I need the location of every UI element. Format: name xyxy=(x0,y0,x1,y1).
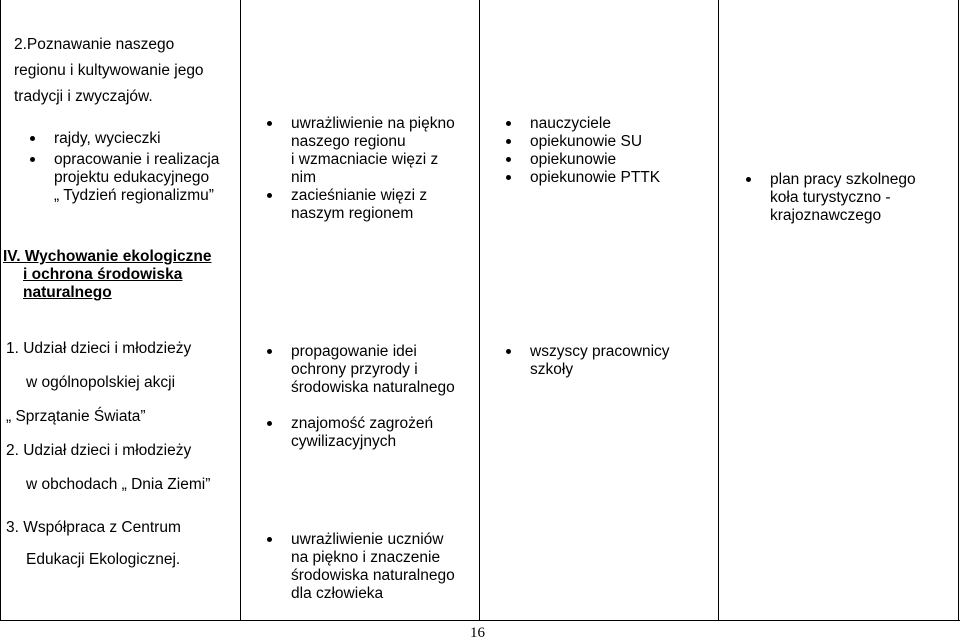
list-item xyxy=(26,151,236,205)
heading-line: i ochrona środowiska xyxy=(23,266,183,283)
item-line: „ Tydzień regionalizmu” xyxy=(54,187,214,204)
page-number: 16 xyxy=(470,625,485,641)
row2-col1 xyxy=(6,340,238,494)
item-line: koła turystyczno - xyxy=(770,189,891,206)
table-border-left xyxy=(0,0,1,621)
item-line: środowiska naturalnego xyxy=(291,567,455,584)
item-line: znajomość zagrożeń xyxy=(291,415,434,432)
heading-line: IV. Wychowanie ekologiczne xyxy=(3,248,212,265)
item-line: i wzmacniacie więzi z xyxy=(291,151,439,168)
table-border-right xyxy=(958,0,959,621)
item-line: krajoznawczego xyxy=(770,207,882,224)
list-item xyxy=(502,169,714,187)
list-item xyxy=(502,133,714,151)
item-line: opiekunowie xyxy=(530,151,617,168)
section-title xyxy=(14,32,236,110)
item-line: zacieśnianie więzi z xyxy=(291,187,428,204)
list-item xyxy=(263,415,475,451)
item-line: projektu edukacyjnego xyxy=(54,169,210,186)
item-line: plan pracy szkolnego xyxy=(770,171,916,188)
item-line: opracowanie i realizacja xyxy=(54,151,220,168)
row3-col2 xyxy=(263,531,475,603)
title-line: regionu i kultywowanie jego xyxy=(14,62,204,79)
goal-list xyxy=(263,343,475,451)
list-item xyxy=(26,130,236,148)
list-item xyxy=(263,531,475,603)
item-line: nim xyxy=(291,169,316,186)
item-line: propagowanie idei xyxy=(291,343,417,360)
item-line: rajdy, wycieczki xyxy=(54,130,161,147)
text-line: w ogólnopolskiej akcji xyxy=(26,374,176,391)
item-line: szkoły xyxy=(530,361,574,378)
item-line: opiekunowie PTTK xyxy=(530,169,661,186)
title-line: tradycji i zwyczajów. xyxy=(14,88,153,105)
item-line: naszym regionem xyxy=(291,205,414,222)
text-line: „ Sprzątanie Świata” xyxy=(6,408,146,425)
table-divider-1 xyxy=(240,0,241,621)
item-line: środowiska naturalnego xyxy=(291,379,455,396)
list-item xyxy=(502,151,714,169)
documentation-list xyxy=(742,171,954,225)
text-line: 1. Udział dzieci i młodzieży xyxy=(6,340,192,357)
text-line: 3. Współpraca z Centrum xyxy=(6,519,181,536)
row1-col4 xyxy=(742,171,954,225)
text-line: w obchodach „ Dnia Ziemi” xyxy=(26,476,211,493)
activity-list xyxy=(26,130,236,205)
table-divider-3 xyxy=(718,0,719,621)
item-line: wszyscy pracownicy xyxy=(530,343,670,360)
item-line: uwrażliwienie na piękno xyxy=(291,115,455,132)
text-line: Edukacji Ekologicznej. xyxy=(26,551,181,568)
responsible-list xyxy=(502,115,714,187)
item-line: na piękno i znaczenie xyxy=(291,549,441,566)
row2-col2 xyxy=(263,343,475,451)
item-line: nauczyciele xyxy=(530,115,611,132)
list-item xyxy=(263,343,475,397)
list-item xyxy=(742,171,954,225)
row3-col1 xyxy=(6,519,238,569)
list-item xyxy=(502,115,714,133)
section-heading xyxy=(3,248,238,302)
responsible-list xyxy=(502,343,714,379)
table-border-bottom xyxy=(0,620,960,621)
row1-col1 xyxy=(14,32,236,205)
heading-line: naturalnego xyxy=(23,284,112,301)
item-line: opiekunowie SU xyxy=(530,133,643,150)
row2-col3 xyxy=(502,343,714,379)
table-divider-2 xyxy=(479,0,480,621)
item-line: dla człowieka xyxy=(291,585,384,602)
item-line: cywilizacyjnych xyxy=(291,433,397,450)
list-item xyxy=(263,115,475,187)
row1-col3 xyxy=(502,115,714,187)
goal-list xyxy=(263,531,475,603)
item-line: uwrażliwienie uczniów xyxy=(291,531,444,548)
item-line: ochrony przyrody i xyxy=(291,361,418,378)
list-item xyxy=(263,187,475,223)
item-line: naszego regionu xyxy=(291,133,406,150)
goal-list xyxy=(263,115,475,223)
title-line: 2.Poznawanie naszego xyxy=(14,36,175,53)
list-item xyxy=(502,343,714,379)
row1-col2 xyxy=(263,115,475,223)
text-line: 2. Udział dzieci i młodzieży xyxy=(6,442,192,459)
